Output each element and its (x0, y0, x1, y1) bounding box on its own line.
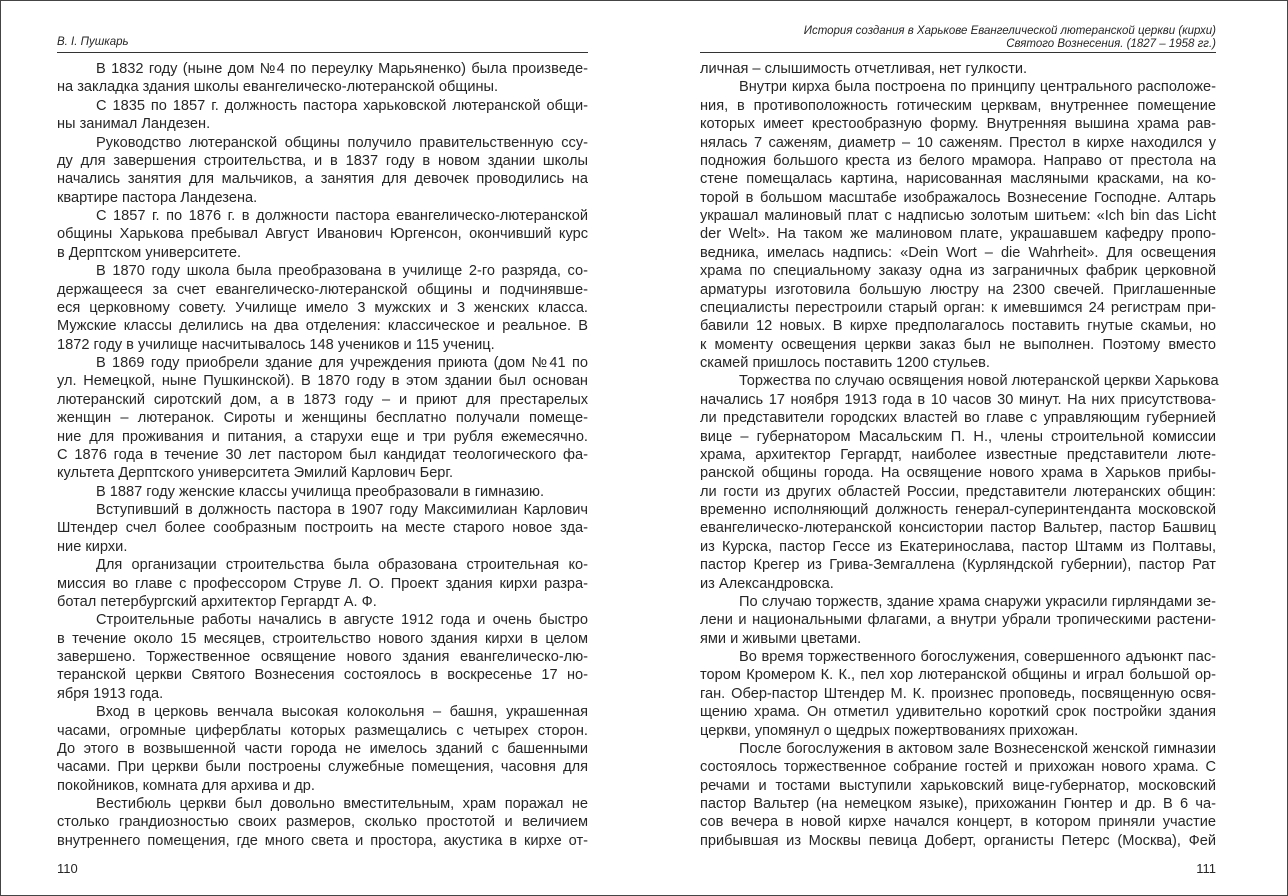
text-line: Мужские классы делились на два отделения: классическое и реальное. В (57, 318, 588, 335)
text-line: Руководство лютеранской общины получило правительственную ссу- (96, 134, 588, 151)
text-line: ября 1913 года. (57, 685, 164, 702)
text-line: на закладка здания школы евангелическо-лютеранской общины. (57, 79, 499, 96)
text-line: держащееся за счет евангелическо-лютеранской общины и подчинявше- (57, 281, 588, 298)
text-line: покойников, комната для архива и др. (57, 777, 315, 794)
paragraph (57, 354, 588, 483)
text-line: ли гости из других областей России, представители лютеранских общин: (700, 483, 1216, 500)
running-header (700, 22, 1216, 53)
text-line: Для организации строительства была образована строительная ко- (96, 557, 588, 574)
text-line: начались 17 ноября 1913 года в 10 часов 30 минут. На них присутствова- (700, 391, 1216, 408)
text-line: ния, в противоположность готическим церквам, внутреннее помещение (700, 97, 1216, 114)
left-page (57, 0, 588, 896)
text-line: ул. Немецкой, ныне Пушкинской). В 1870 году в этом здании был основан (57, 373, 588, 390)
text-line: миссия во главе с профессором Струве Л. О. Проект здания кирхи разра- (57, 575, 588, 592)
text-line: торой в большом масштабе изображалось Вознесение Господне. Алтарь (700, 189, 1216, 206)
text-line: часами. При церкви были построены служебные помещения, часовня для (57, 759, 588, 776)
text-line: По случаю торжеств, здание храма снаружи украсили гирляндами зе- (739, 593, 1216, 610)
paragraph (57, 60, 588, 97)
text-line: арматуры изготовила большую люстру на 2300 свечей. Приглашенные (700, 281, 1216, 298)
text-line: завершено. Торжественное освящение нового здания евангелическо-лю- (57, 649, 588, 665)
page-number: 111 (1196, 861, 1216, 876)
text-line: в Дерптском университете. (57, 244, 242, 261)
text-line: прибывшая из Москвы певица Доберт, органисты Петерс (Москва), Фей (700, 832, 1216, 849)
text-line: бавили 12 новых. В кирхе предполагалось поставить гнутые скамьи, но (700, 318, 1216, 335)
right-page (700, 0, 1219, 896)
page-number: 110 (57, 861, 78, 876)
text-line: подножия большого креста из белого мрамора. Направо от престола на (700, 152, 1216, 169)
text-line: пастор Крегер из Грива-Земгаллена (Курляндской губернии), пастор Рат (700, 557, 1216, 574)
text-line: ган. Обер-пастор Штендер М. К. произнес проповедь, посвященную освя- (700, 685, 1216, 702)
text-line: украшал малиновый плат с надписью золотым шитьем: «Ich bin das Licht (700, 208, 1216, 224)
paragraph (700, 78, 1216, 372)
text-line: Вестибюль церкви был довольно вместительным, храм поражал не (96, 796, 588, 812)
text-line: лени и национальными флагами, а внутри убрали тропическими растени- (700, 612, 1216, 629)
text-line: в течение около 15 месяцев, строительство нового здания кирхи в целом (57, 630, 588, 647)
text-line: вице – губернатором Масальским П. Н., члены строительной комиссии (700, 428, 1216, 445)
text-line: В 1887 году женские классы училища преобразовали в гимназию. (96, 483, 545, 500)
text-line: часами, огромные циферблаты которых размещались с четырех сторон. (57, 722, 588, 739)
running-header-line: История создания в Харькове Евангелической лютеранской церкви (кирхи) (803, 25, 1216, 37)
text-line: В 1869 году приобрели здание для учреждения приюта (дом №41 по (96, 355, 588, 371)
text-line: женщин – лютеранок. Сироты и женщины бесплатно получали помеще- (57, 410, 588, 427)
text-line: ду для завершения строительства, и в 1837 году в новом здании школы (57, 152, 588, 169)
paragraph (57, 483, 588, 501)
text-line: После богослужения в актовом зале Вознесенской женской гимназии (739, 740, 1216, 757)
text-line: ли представители городских властей во главе с управляющим губернией (700, 410, 1216, 427)
paragraph (57, 262, 588, 354)
paragraph (700, 593, 1216, 648)
text-line: скамей пришлось поставить 1200 стульев. (700, 355, 990, 371)
text-line: специалисты перестроили старый орган: к имевшимся 24 регистрам при- (700, 299, 1216, 316)
text-line: внутреннего помещения, где много света и простора, акустика в кирхе от- (57, 832, 588, 849)
text-line: евангелическо-лютеранской консистории пастор Вальтер, пастор Башвиц (700, 520, 1216, 537)
text-line: der Welt». На таком же малиновом плате, украшавшем кафедру пропо- (700, 226, 1216, 243)
page-body-text (57, 60, 588, 850)
text-line: щению храма. Он отметил удивительно короткий срок постройки здания (700, 704, 1216, 721)
text-line: С 1857 г. по 1876 г. в должности пастора евангелическо-лютеранской (96, 208, 588, 224)
text-line: 1872 году в училище насчитывалось 148 учеников и 115 учениц. (57, 336, 495, 353)
text-line: храма, архитектор Гергардт, наиболее известные представители люте- (700, 446, 1216, 463)
text-line: квартире пастора Ландезена. (57, 189, 258, 206)
paragraph (57, 97, 588, 134)
paragraph (57, 611, 588, 703)
text-line: сов вечера в новой кирхе начался концерт, в котором приняли участие (700, 814, 1216, 831)
text-line: С 1835 по 1857 г. должность пастора харьковской лютеранской общи- (96, 97, 588, 114)
text-line: начались занятия для мальчиков, а занятия для девочек проводились на (57, 171, 588, 188)
running-header (57, 22, 588, 53)
text-line: общины Харькова пребывал Август Иванович Юргенсон, окончивший курс (57, 226, 588, 243)
text-line: тором Кромером К. К., пел хор лютеранской общины и играл большой ор- (700, 667, 1216, 684)
text-line: Торжества по случаю освящения новой лютеранской церкви Харькова (739, 373, 1219, 390)
text-line: Внутри кирха была построена по принципу центрального расположе- (739, 79, 1216, 96)
text-line: состоялось торжественное собрание гостей и прихожан нового храма. С (700, 759, 1216, 776)
text-line: Вступивший в должность пастора в 1907 году Максимилиан Карлович (96, 502, 588, 518)
paragraph (57, 207, 588, 262)
text-line: культета Дерптского университета Эмилий Карлович Берг. (57, 465, 454, 482)
text-line: которых имеет крестообразную форму. Внутренняя вышина храма рав- (700, 116, 1216, 133)
paragraph (700, 372, 1219, 593)
text-line: речами и тостами выступили харьковский вице-губернатор, московский (700, 777, 1216, 794)
paragraph (57, 795, 588, 850)
text-line: Строительные работы начались в августе 1912 года и очень быстро (96, 612, 588, 629)
text-line: из Курска, пастор Гессе из Екатеринослава, пастор Штамм из Полтавы, (700, 538, 1216, 555)
text-line: столько грандиозностью своих размеров, сколько простотой и величием (57, 814, 588, 831)
text-line: С 1876 года в течение 30 лет пастором был кандидат теологического фа- (57, 446, 588, 463)
paragraph (700, 648, 1216, 740)
text-line: Вход в церковь венчала высокая колокольня – башня, украшенная (96, 704, 588, 721)
text-line: пастор Вальтер (на немецком языке), прихожанин Гюнтер и др. В 6 ча- (700, 796, 1216, 812)
text-line: личная – слышимость отчетливая, нет гулкости. (700, 61, 1028, 77)
text-line: ны занимал Ландезен. (57, 116, 211, 133)
text-line: ранской общины города. На освящение нового храма в Харьков прибы- (700, 465, 1216, 482)
text-line: лютеранский сиротский дом, а в 1873 году – и приют для престарелых (57, 391, 588, 408)
text-line: стене помещалась картина, нарисованная масляными красками, на ко- (700, 171, 1216, 188)
text-line: Штендер счел более сообразным построить на месте старого новое зда- (57, 520, 588, 537)
paragraph (57, 501, 588, 556)
text-line: к моменту освещения церкви заказ был не выполнен. Поэтому вместо (700, 336, 1216, 353)
text-line: еся церковному совету. Училище имело 3 мужских и 3 женских класса. (57, 299, 588, 316)
text-line: временно исполняющий должность генерал-суперинтенданта московской (700, 502, 1216, 518)
paragraph (700, 60, 1216, 78)
paragraph (57, 134, 588, 208)
text-line: храма по специальному заказу одна из заграничных фабрик церковной (700, 263, 1216, 280)
text-line: ние для проживания и питания, а старухи еще и три рубля ежемесячно. (57, 428, 588, 445)
text-line: В 1832 году (ныне дом №4 по переулку Марьяненко) была произведе- (96, 61, 588, 77)
text-line: церкви, упомянул о щедрых пожертвованиях прихожан. (700, 722, 1079, 739)
running-header-line: В. І. Пушкарь (57, 36, 129, 48)
text-line: ведника, имелась надпись: «Dein Wort – die Wahrheit». Для освещения (700, 244, 1216, 261)
running-header-line: Святого Вознесения. (1827 – 1958 гг.) (1006, 38, 1216, 50)
paragraph (700, 740, 1216, 850)
text-line: До этого в возвышенной части города не имелось зданий с башенными (57, 740, 588, 757)
text-line: ние кирхи. (57, 538, 128, 555)
text-line: ботал петербургский архитектор Гергардт А. Ф. (57, 593, 377, 610)
text-line: нялась 7 саженям, диаметр – 10 саженям. Престол в кирхе находился у (700, 134, 1216, 151)
text-line: Во время торжественного богослужения, совершенного адъюнкт пас- (739, 649, 1216, 665)
text-line: В 1870 году школа была преобразована в училище 2-го разряда, со- (96, 263, 588, 280)
text-line: теранской церкви Святого Вознесения состоялось в воскресенье 17 но- (57, 667, 588, 684)
paragraph (57, 703, 588, 795)
text-line: из Александровска. (700, 575, 834, 592)
page-body-text (700, 60, 1219, 850)
paragraph (57, 556, 588, 611)
text-line: ями и живыми цветами. (700, 630, 862, 647)
